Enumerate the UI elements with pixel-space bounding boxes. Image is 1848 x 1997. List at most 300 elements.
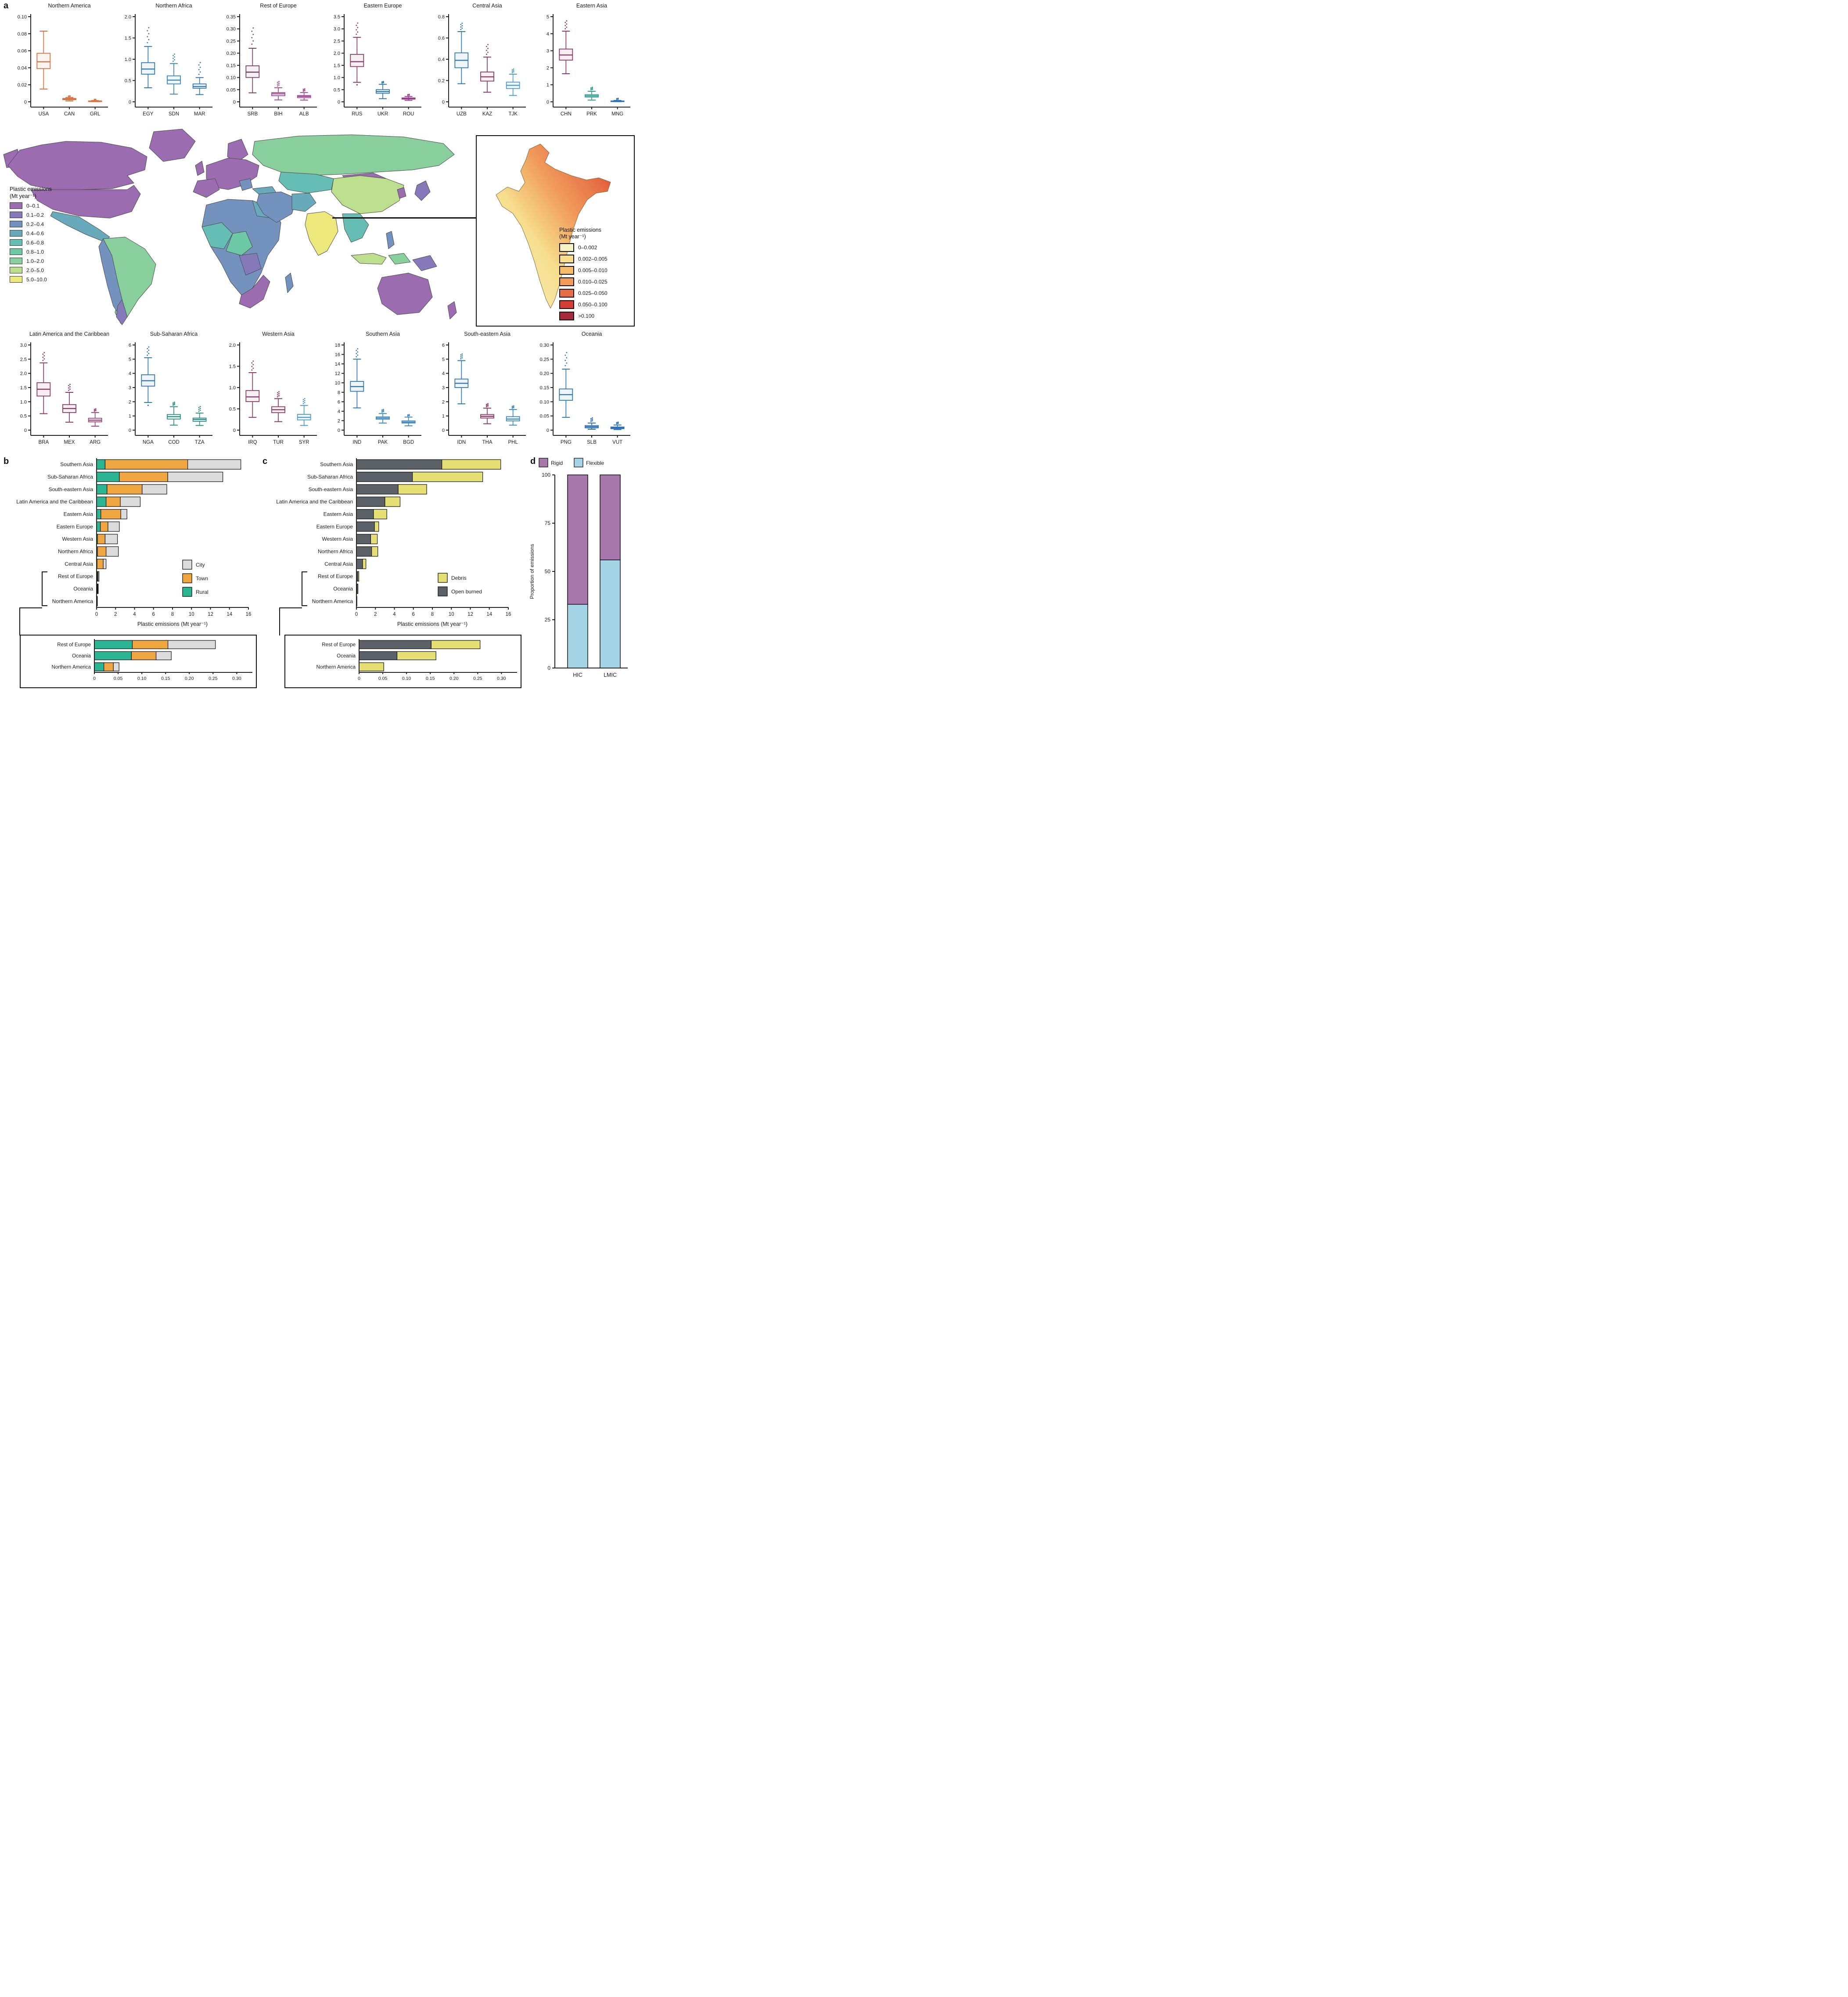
legend-swatch	[10, 230, 22, 237]
svg-text:0.05: 0.05	[378, 676, 388, 681]
svg-text:HIC: HIC	[573, 672, 582, 678]
svg-text:TZA: TZA	[194, 440, 205, 445]
svg-text:Northern Africa: Northern Africa	[155, 3, 192, 9]
svg-text:0: 0	[128, 100, 131, 105]
legend-swatch	[559, 277, 574, 286]
svg-text:Northern America: Northern America	[52, 598, 93, 604]
svg-text:5: 5	[546, 14, 549, 20]
legend-label: 0.2–0.4	[26, 221, 44, 227]
svg-text:8: 8	[171, 612, 174, 617]
svg-text:IDN: IDN	[457, 440, 466, 445]
svg-text:USA: USA	[38, 111, 49, 117]
svg-text:2.0: 2.0	[333, 51, 340, 57]
svg-text:14: 14	[227, 612, 233, 617]
svg-text:2: 2	[337, 418, 340, 424]
legend-label: 0.002–0.005	[578, 256, 608, 262]
svg-text:6: 6	[128, 343, 131, 348]
legend-item	[559, 277, 629, 286]
svg-text:Eastern Asia: Eastern Asia	[63, 511, 93, 517]
svg-text:0.25: 0.25	[226, 39, 236, 44]
svg-text:CAN: CAN	[64, 111, 75, 117]
map-philippines	[386, 231, 394, 249]
svg-text:Northern Africa: Northern Africa	[317, 548, 353, 555]
svg-text:18: 18	[334, 343, 340, 348]
svg-text:0.30: 0.30	[226, 26, 236, 32]
legend-swatch	[559, 243, 574, 252]
legend-label: >0.100	[578, 313, 595, 319]
svg-text:14: 14	[486, 612, 493, 617]
svg-text:12: 12	[208, 612, 213, 617]
svg-text:0.08: 0.08	[17, 31, 27, 37]
svg-text:2.0: 2.0	[124, 14, 131, 20]
svg-text:3.0: 3.0	[333, 26, 340, 32]
svg-text:0: 0	[337, 428, 340, 433]
svg-text:8: 8	[337, 390, 340, 395]
svg-text:Town: Town	[196, 575, 209, 582]
map-china	[331, 176, 404, 214]
svg-text:25: 25	[544, 617, 550, 623]
svg-text:6: 6	[412, 612, 415, 617]
map-greenland	[149, 129, 195, 162]
svg-text:0.5: 0.5	[20, 413, 27, 419]
svg-text:0.15: 0.15	[226, 63, 236, 68]
map-russia	[252, 135, 454, 176]
svg-text:Rest of Europe: Rest of Europe	[58, 573, 93, 580]
legend-label: 0.050–0.100	[578, 302, 608, 308]
svg-text:Eastern Europe: Eastern Europe	[316, 523, 353, 530]
svg-text:6: 6	[337, 399, 340, 405]
svg-text:South-eastern Asia: South-eastern Asia	[48, 486, 93, 492]
legend-item	[10, 212, 84, 218]
svg-text:1.5: 1.5	[333, 63, 340, 68]
svg-text:0.8: 0.8	[438, 14, 445, 20]
legend-item	[10, 230, 84, 237]
svg-text:RUS: RUS	[352, 111, 363, 117]
panel-c-inset-chart	[285, 636, 521, 687]
map-australia	[378, 273, 432, 315]
svg-text:0: 0	[95, 612, 98, 617]
svg-text:KAZ: KAZ	[482, 111, 493, 117]
svg-text:ALB: ALB	[299, 111, 309, 117]
svg-text:Rest of Europe: Rest of Europe	[322, 642, 356, 648]
svg-text:0: 0	[93, 676, 96, 681]
legend-label: 0.025–0.050	[578, 290, 608, 296]
svg-text:0.5: 0.5	[333, 87, 340, 93]
svg-text:5: 5	[128, 357, 131, 363]
legend-item	[10, 221, 84, 227]
map-japan	[415, 181, 430, 201]
svg-text:0: 0	[233, 100, 236, 105]
map-madagascar	[285, 273, 293, 293]
svg-text:1: 1	[442, 413, 445, 419]
svg-text:10: 10	[334, 381, 340, 386]
legend-item	[10, 276, 84, 283]
svg-text:0: 0	[358, 676, 360, 681]
map-legend-items	[10, 202, 84, 283]
svg-text:0: 0	[442, 428, 445, 433]
svg-text:1.5: 1.5	[229, 364, 236, 370]
svg-text:2.0: 2.0	[229, 343, 236, 348]
boxplot-northern-america	[7, 1, 111, 121]
svg-text:0.25: 0.25	[539, 357, 549, 363]
svg-text:Northern America: Northern America	[312, 598, 353, 604]
svg-text:SLB: SLB	[587, 440, 597, 445]
svg-text:0.15: 0.15	[161, 676, 170, 681]
svg-text:3: 3	[128, 385, 131, 391]
boxplot-south-eastern-asia	[425, 329, 529, 449]
legend-swatch	[10, 267, 22, 273]
legend-swatch	[10, 221, 22, 227]
legend-label: 0.4–0.6	[26, 230, 44, 237]
legend-item	[10, 258, 84, 264]
svg-text:MNG: MNG	[611, 111, 624, 117]
svg-text:Rest of Europe: Rest of Europe	[57, 642, 91, 648]
map-iberia-france	[193, 179, 219, 198]
svg-text:Plastic emissions (Mt year⁻¹): Plastic emissions (Mt year⁻¹)	[397, 621, 468, 627]
svg-text:EGY: EGY	[143, 111, 154, 117]
svg-text:Plastic emissions (Mt year⁻¹): Plastic emissions (Mt year⁻¹)	[137, 621, 208, 627]
svg-text:COD: COD	[168, 440, 180, 445]
legend-item	[559, 312, 629, 320]
svg-text:0.10: 0.10	[539, 399, 549, 405]
svg-text:Proportion of emissions: Proportion of emissions	[529, 544, 535, 599]
legend-swatch	[10, 239, 22, 246]
svg-text:Latin America and the Caribbea: Latin America and the Caribbean	[16, 499, 93, 505]
svg-text:1: 1	[546, 83, 549, 88]
svg-text:16: 16	[334, 352, 340, 358]
legend-item	[10, 248, 84, 255]
svg-text:2: 2	[114, 612, 117, 617]
svg-text:50: 50	[544, 568, 550, 575]
svg-text:LMIC: LMIC	[604, 672, 617, 678]
boxplot-row-bottom	[7, 329, 634, 449]
boxplot-rest-of-europe	[216, 1, 320, 121]
svg-text:Central Asia: Central Asia	[324, 560, 353, 567]
map-indonesia-west	[351, 253, 386, 264]
svg-text:Open burned: Open burned	[451, 589, 482, 595]
india-inset-legend	[559, 227, 629, 320]
map-legend-title-line1: Plastic emissions	[10, 186, 52, 192]
svg-text:0.15: 0.15	[425, 676, 435, 681]
svg-text:0.05: 0.05	[113, 676, 123, 681]
svg-text:South-eastern Asia: South-eastern Asia	[464, 331, 511, 337]
svg-text:NGA: NGA	[142, 440, 154, 445]
legend-swatch	[10, 202, 22, 209]
legend-swatch	[559, 289, 574, 298]
svg-text:Rest of Europe: Rest of Europe	[260, 3, 297, 9]
svg-text:City: City	[196, 562, 205, 568]
svg-text:1.5: 1.5	[20, 385, 27, 391]
panel-c-chart	[263, 456, 521, 632]
svg-text:0.10: 0.10	[137, 676, 147, 681]
svg-text:Latin America and the Caribbea: Latin America and the Caribbean	[29, 331, 110, 337]
svg-text:0.30: 0.30	[539, 343, 549, 348]
svg-text:Oceania: Oceania	[581, 331, 602, 337]
svg-text:Central Asia: Central Asia	[472, 3, 502, 9]
svg-text:0.10: 0.10	[402, 676, 411, 681]
svg-text:3: 3	[546, 48, 549, 54]
svg-text:Rigid: Rigid	[551, 460, 563, 466]
legend-label: 2.0–5.0	[26, 267, 44, 273]
india-inset	[476, 135, 635, 327]
panel-b-inset-connector	[19, 607, 20, 636]
svg-text:12: 12	[467, 612, 473, 617]
svg-text:1.0: 1.0	[124, 57, 131, 62]
panel-b-inset-chart	[21, 636, 256, 687]
svg-text:1.0: 1.0	[229, 385, 236, 391]
svg-text:Southern Asia: Southern Asia	[366, 331, 400, 337]
legend-item	[559, 300, 629, 309]
legend-swatch	[10, 248, 22, 255]
legend-label: 0.005–0.010	[578, 267, 608, 273]
svg-text:0.10: 0.10	[17, 14, 27, 20]
svg-text:Flexible: Flexible	[586, 460, 604, 466]
svg-text:BRA: BRA	[38, 440, 49, 445]
map-balkans	[239, 179, 252, 190]
svg-text:1.5: 1.5	[124, 36, 131, 41]
svg-text:Eastern Asia: Eastern Asia	[323, 511, 353, 517]
india-legend-title-line2: (Mt year⁻¹)	[559, 233, 586, 240]
svg-text:PAK: PAK	[378, 440, 388, 445]
panel-b-chart	[4, 456, 262, 632]
svg-text:Western Asia: Western Asia	[322, 536, 353, 542]
legend-swatch	[559, 312, 574, 320]
svg-text:MAR: MAR	[194, 111, 205, 117]
svg-text:2.0: 2.0	[20, 371, 27, 377]
svg-text:2.5: 2.5	[333, 39, 340, 44]
svg-text:0.2: 0.2	[438, 78, 445, 84]
legend-item	[10, 239, 84, 246]
svg-text:0: 0	[442, 100, 445, 105]
svg-text:Eastern Asia: Eastern Asia	[576, 3, 608, 9]
svg-text:0.20: 0.20	[449, 676, 459, 681]
svg-text:0.02: 0.02	[17, 83, 27, 88]
svg-text:6: 6	[442, 343, 445, 348]
svg-text:0.25: 0.25	[209, 676, 218, 681]
svg-text:Debris: Debris	[451, 575, 467, 581]
india-legend-items	[559, 243, 629, 320]
svg-text:4: 4	[442, 371, 445, 377]
svg-text:0: 0	[233, 428, 236, 433]
svg-text:0.05: 0.05	[539, 413, 549, 419]
svg-text:CHN: CHN	[560, 111, 572, 117]
svg-text:0.20: 0.20	[185, 676, 194, 681]
svg-text:5: 5	[442, 357, 445, 363]
svg-text:Rural: Rural	[196, 589, 209, 595]
svg-text:TUR: TUR	[273, 440, 284, 445]
legend-label: 0.8–1.0	[26, 248, 44, 255]
boxplot-central-asia	[425, 1, 529, 121]
panel-b-inset-box	[20, 635, 257, 688]
svg-text:SRB: SRB	[247, 111, 258, 117]
legend-item	[559, 289, 629, 298]
svg-text:10: 10	[188, 612, 194, 617]
svg-text:4: 4	[337, 409, 340, 414]
svg-text:1.0: 1.0	[20, 399, 27, 405]
svg-text:Rest of Europe: Rest of Europe	[317, 573, 353, 580]
svg-text:ARG: ARG	[90, 440, 101, 445]
legend-swatch	[10, 276, 22, 283]
svg-text:3.5: 3.5	[333, 14, 340, 20]
svg-text:0.15: 0.15	[539, 385, 549, 391]
legend-label: 0–0.002	[578, 244, 597, 251]
svg-text:0.6: 0.6	[438, 36, 445, 41]
svg-text:0.04: 0.04	[17, 65, 27, 71]
panel-c-inset-connector	[279, 607, 280, 636]
svg-text:Oceania: Oceania	[73, 585, 93, 592]
boxplot-western-asia	[216, 329, 320, 449]
svg-text:IRQ: IRQ	[248, 440, 257, 445]
svg-text:4: 4	[128, 371, 131, 377]
svg-text:PHL: PHL	[508, 440, 518, 445]
svg-text:12: 12	[334, 371, 340, 377]
svg-text:Eastern Europe: Eastern Europe	[363, 3, 402, 9]
svg-text:0: 0	[547, 665, 550, 671]
map-indonesia-east	[388, 253, 410, 264]
svg-text:Northern Africa: Northern Africa	[58, 548, 93, 555]
svg-text:0.10: 0.10	[226, 75, 236, 81]
svg-text:0.05: 0.05	[226, 87, 236, 93]
legend-item	[559, 266, 629, 275]
boxplot-latin-america	[7, 329, 111, 449]
svg-text:16: 16	[245, 612, 252, 617]
svg-text:0: 0	[128, 428, 131, 433]
svg-text:0.35: 0.35	[226, 14, 236, 20]
panel-c-bracket-stub	[279, 607, 302, 608]
panel-d-chart	[527, 456, 636, 688]
svg-text:0: 0	[546, 428, 549, 433]
legend-swatch	[559, 300, 574, 309]
legend-label: 0.010–0.025	[578, 279, 608, 285]
svg-text:SDN: SDN	[168, 111, 180, 117]
boxplot-row-top	[7, 1, 634, 121]
svg-text:MEX: MEX	[64, 440, 75, 445]
svg-text:TJK: TJK	[508, 111, 518, 117]
svg-text:Sub-Saharan Africa: Sub-Saharan Africa	[307, 474, 353, 480]
svg-text:Oceania: Oceania	[333, 585, 353, 592]
svg-text:Central Asia: Central Asia	[65, 560, 93, 567]
svg-text:Oceania: Oceania	[72, 654, 91, 659]
svg-text:UKR: UKR	[377, 111, 388, 117]
svg-text:Sub-Saharan Africa: Sub-Saharan Africa	[47, 474, 93, 480]
legend-label: 0.1–0.2	[26, 212, 44, 218]
svg-text:4: 4	[133, 612, 136, 617]
svg-text:PNG: PNG	[560, 440, 572, 445]
svg-text:0: 0	[24, 428, 27, 433]
panel-b-bracket-stub	[19, 607, 42, 608]
svg-text:2: 2	[546, 65, 549, 71]
svg-text:0.4: 0.4	[438, 57, 445, 62]
boxplot-eastern-asia	[529, 1, 634, 121]
legend-item	[559, 243, 629, 252]
legend-item	[10, 202, 84, 209]
svg-text:Northern America: Northern America	[48, 3, 91, 9]
svg-text:South-eastern Asia: South-eastern Asia	[308, 486, 353, 492]
svg-text:2.5: 2.5	[20, 357, 27, 363]
legend-label: 1.0–2.0	[26, 258, 44, 264]
svg-text:Southern Asia: Southern Asia	[60, 461, 93, 468]
panel-d-label: d	[530, 456, 536, 466]
legend-swatch	[559, 266, 574, 275]
svg-text:0: 0	[546, 100, 549, 105]
svg-text:0.25: 0.25	[473, 676, 482, 681]
svg-text:Northern America: Northern America	[51, 664, 91, 670]
boxplot-oceania	[529, 329, 634, 449]
svg-text:Oceania: Oceania	[337, 654, 356, 659]
legend-label: 0–0.1	[26, 202, 40, 209]
svg-text:0: 0	[337, 100, 340, 105]
map-new-zealand	[448, 302, 457, 319]
panel-c-inset-box	[284, 635, 521, 688]
svg-text:Southern Asia: Southern Asia	[320, 461, 353, 468]
legend-item	[559, 255, 629, 263]
legend-label: 0.6–0.8	[26, 239, 44, 246]
svg-text:0: 0	[24, 100, 27, 105]
svg-text:2: 2	[442, 399, 445, 405]
svg-text:3.0: 3.0	[20, 343, 27, 348]
svg-text:2: 2	[128, 399, 131, 405]
india-callout-line	[332, 217, 476, 219]
svg-text:ROU: ROU	[403, 111, 414, 117]
svg-text:Sub-Saharan Africa: Sub-Saharan Africa	[150, 331, 198, 337]
svg-text:VUT: VUT	[612, 440, 623, 445]
svg-text:THA: THA	[482, 440, 493, 445]
svg-text:0.5: 0.5	[229, 406, 236, 412]
svg-text:3: 3	[442, 385, 445, 391]
svg-text:14: 14	[334, 362, 340, 367]
svg-text:6: 6	[152, 612, 155, 617]
svg-text:10: 10	[448, 612, 454, 617]
svg-text:BIH: BIH	[274, 111, 283, 117]
map-uk	[195, 161, 204, 176]
svg-text:0.20: 0.20	[539, 371, 549, 377]
svg-text:0.5: 0.5	[124, 78, 131, 84]
map-central-asia	[279, 172, 334, 193]
svg-text:Latin America and the Caribbea: Latin America and the Caribbean	[276, 499, 353, 505]
panel-a-label: a	[4, 1, 9, 11]
svg-text:GRL: GRL	[90, 111, 101, 117]
legend-swatch	[10, 258, 22, 264]
legend-item	[10, 267, 84, 273]
india-legend-title-line1: Plastic emissions	[559, 226, 601, 233]
svg-text:Eastern Europe: Eastern Europe	[56, 523, 93, 530]
svg-text:Western Asia: Western Asia	[262, 331, 295, 337]
svg-text:SYR: SYR	[298, 440, 309, 445]
svg-text:UZB: UZB	[456, 111, 467, 117]
svg-text:0.06: 0.06	[17, 48, 27, 54]
boxplot-eastern-europe	[320, 1, 425, 121]
svg-text:0.30: 0.30	[497, 676, 506, 681]
svg-text:1.0: 1.0	[333, 75, 340, 81]
svg-text:4: 4	[546, 31, 549, 37]
legend-swatch	[10, 212, 22, 218]
svg-text:0.20: 0.20	[226, 51, 236, 57]
panel-b-label: b	[4, 456, 9, 466]
svg-text:2: 2	[374, 612, 377, 617]
svg-text:100: 100	[541, 472, 550, 478]
svg-text:75: 75	[544, 520, 550, 526]
svg-text:16: 16	[505, 612, 511, 617]
svg-text:BGD: BGD	[403, 440, 414, 445]
svg-text:Northern America: Northern America	[316, 664, 356, 670]
map-legend-title-line2: (Mt year⁻¹)	[10, 193, 36, 199]
legend-swatch	[559, 255, 574, 263]
map-legend	[10, 186, 84, 283]
svg-text:0: 0	[355, 612, 358, 617]
svg-text:4: 4	[393, 612, 396, 617]
legend-label: 5.0–10.0	[26, 276, 47, 283]
svg-text:1: 1	[128, 413, 131, 419]
